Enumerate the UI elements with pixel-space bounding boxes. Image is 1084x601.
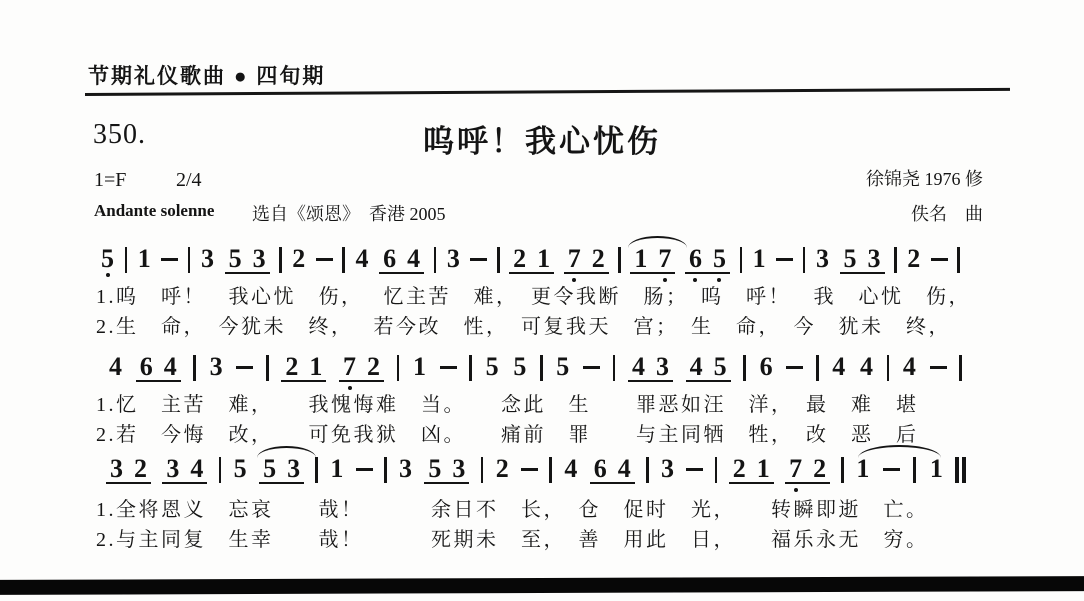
barline [618,247,621,273]
barline [540,355,543,381]
note-3: 3 [287,454,301,483]
time-signature: 2/4 [176,169,202,191]
beam-group [162,454,207,484]
barline [715,457,718,483]
note-1: 1 [929,454,943,483]
note-4: 4 [163,352,177,381]
note-4: 4 [617,454,631,483]
note-3: 3 [252,244,266,273]
lyrics-line-3-verse-1: 1.全将恩义 忘哀 哉！ 余日不 长， 仓 促时 光， 转瞬即逝 亡。 [96,499,929,521]
beam-group [590,454,635,484]
note-2: 2 [292,244,306,273]
dash-note [930,366,947,369]
barline [188,247,191,273]
note-1: 1 [756,454,770,483]
barline [803,247,806,273]
note-3: 3 [867,244,881,273]
note-2: 2 [907,244,921,273]
dash-note [356,468,373,471]
beam-group [225,244,270,274]
note-7: 7 [567,248,582,270]
bar-thin [955,457,959,483]
note-3: 3 [166,454,180,483]
note-3: 3 [200,244,214,273]
octave-dot-low [106,273,110,277]
note-2: 2 [495,454,509,483]
beam-group [509,244,554,274]
beam-group [785,454,830,484]
lyrics-line-2-verse-1: 1.忆 主苦 难， 我愧悔难 当。 念此 生 罪恶如汪 洋， 最 难 堪 [96,394,919,416]
note-1: 1 [309,352,323,381]
beam-group [424,454,469,484]
composer-credit: 佚名 曲 [911,204,983,224]
dash-note [583,366,600,369]
octave-dot-low [693,278,697,282]
source-note: 选自《颂恩》 香港 2005 [252,204,446,224]
dash-note [161,258,178,261]
note-7: 7 [342,356,357,378]
dash-note [316,258,333,261]
note-2: 2 [285,352,299,381]
note-3: 3 [110,454,123,483]
bar-thick [962,457,966,483]
barline [266,355,269,381]
beam-group [686,352,731,382]
note-4: 4 [902,352,916,381]
note-6: 6 [759,352,773,381]
note-6: 6 [688,248,703,270]
notation-line-3 [106,454,966,498]
barline [613,355,616,381]
hymn-title: 呜呼！我心忧伤 [423,124,661,159]
note-5: 5 [556,352,570,381]
beam-group [685,244,730,274]
tie-group [855,454,944,483]
barline [469,355,472,381]
barline [887,355,890,381]
barline [841,457,844,483]
beam-group [379,244,424,274]
dash-note [521,468,538,471]
beam-group [564,244,609,274]
beam-group [136,352,181,382]
barline [957,247,960,273]
barline [219,457,222,483]
note-4: 4 [689,352,703,381]
note-2: 2 [813,454,827,483]
note-7: 7 [657,248,672,270]
beam-group [259,454,304,484]
note-4: 4 [190,454,204,483]
note-2: 2 [732,454,746,483]
beam-group [106,454,151,484]
note-1: 1 [330,454,344,483]
barline [315,457,318,483]
octave-dot-low [794,488,798,492]
note-3: 3 [209,352,223,381]
note-6: 6 [139,352,153,381]
note-1: 1 [634,244,648,273]
note-3: 3 [655,352,669,381]
note-5: 5 [712,248,727,270]
beam-group [281,352,326,382]
notation-line-2 [108,352,962,396]
note-6: 6 [383,244,397,273]
note-1: 1 [856,454,870,483]
section-header: 节期礼仪歌曲 ● 四旬期 [88,65,326,88]
barline [193,355,196,381]
note-4: 4 [355,244,369,273]
note-3: 3 [661,454,675,483]
lyrics-line-1-verse-1: 1.呜 呼！ 我心忧 伤， 忆主苦 难， 更令我断 肠； 呜 呼！ 我 心忧 伤， [96,286,971,308]
barline [913,457,916,483]
note-5: 5 [233,454,247,483]
barline [816,355,819,381]
note-1: 1 [137,244,151,273]
lyrics-line-2-verse-2: 2.若 今悔 改， 可免我狱 凶。 痛前 罪 与主同牺 牲， 改 恶 后 [96,424,919,446]
dash-note [686,468,703,471]
note-1: 1 [412,352,426,381]
barline [497,247,500,273]
note-5: 5 [428,454,442,483]
hymn-number: 350. [93,119,146,150]
note-5: 5 [263,454,277,483]
barline [279,247,282,273]
note-4: 4 [859,352,873,381]
note-5: 5 [228,244,242,273]
barline [549,457,552,483]
barline [894,247,897,273]
note-3: 3 [452,454,466,483]
note-5: 5 [713,352,727,381]
barline [743,355,746,381]
octave-dot-low [663,278,667,282]
note-3: 3 [446,244,460,273]
octave-dot-low [348,386,352,390]
key-signature: 1=F [94,169,127,191]
note-3: 3 [815,244,829,273]
tempo-marking: Andante solenne [94,201,215,220]
notation-line-1 [100,244,960,288]
dash-note [236,366,253,369]
final-barline [955,457,966,483]
dash-note [440,366,457,369]
note-7: 7 [788,458,803,480]
arranger-credit: 徐锦尧 1976 修 [866,169,983,189]
note-2: 2 [513,244,527,273]
beam-group [630,244,675,274]
dash-note [776,258,793,261]
barline [397,355,400,381]
barline [434,247,437,273]
note-5: 5 [513,352,527,381]
dash-note [883,468,900,471]
note-5: 5 [100,248,115,270]
note-4: 4 [564,454,578,483]
note-6: 6 [593,454,607,483]
note-1: 1 [752,244,766,273]
dash-note [470,258,487,261]
note-5: 5 [843,244,857,273]
beam-group [339,352,384,382]
dash-note [786,366,803,369]
note-5: 5 [485,352,499,381]
octave-dot-low [717,278,721,282]
barline [740,247,743,273]
lyrics-line-3-verse-2: 2.与主同复 生幸 哉！ 死期未 至， 善 用此 日， 福乐永无 穷。 [96,529,929,551]
barline [125,247,128,273]
note-2: 2 [134,454,147,483]
octave-dot-low [572,278,576,282]
note-3: 3 [399,454,413,483]
note-4: 4 [832,352,846,381]
lyrics-line-1-verse-2: 2.生 命， 今犹未 终， 若今改 性， 可复我天 宫； 生 命， 今 犹未 终， [96,316,951,338]
barline [384,457,387,483]
beam-group [628,352,673,382]
barline [342,247,345,273]
barline [646,457,649,483]
beam-group [729,454,774,484]
dash-note [931,258,948,261]
barline [481,457,484,483]
beam-group [840,244,885,274]
barline [959,355,962,381]
note-4: 4 [631,352,645,381]
note-4: 4 [407,244,421,273]
note-4: 4 [109,352,122,381]
note-1: 1 [537,244,551,273]
note-2: 2 [367,352,381,381]
note-2: 2 [591,244,605,273]
page-edge-scan-bar [0,576,1084,595]
